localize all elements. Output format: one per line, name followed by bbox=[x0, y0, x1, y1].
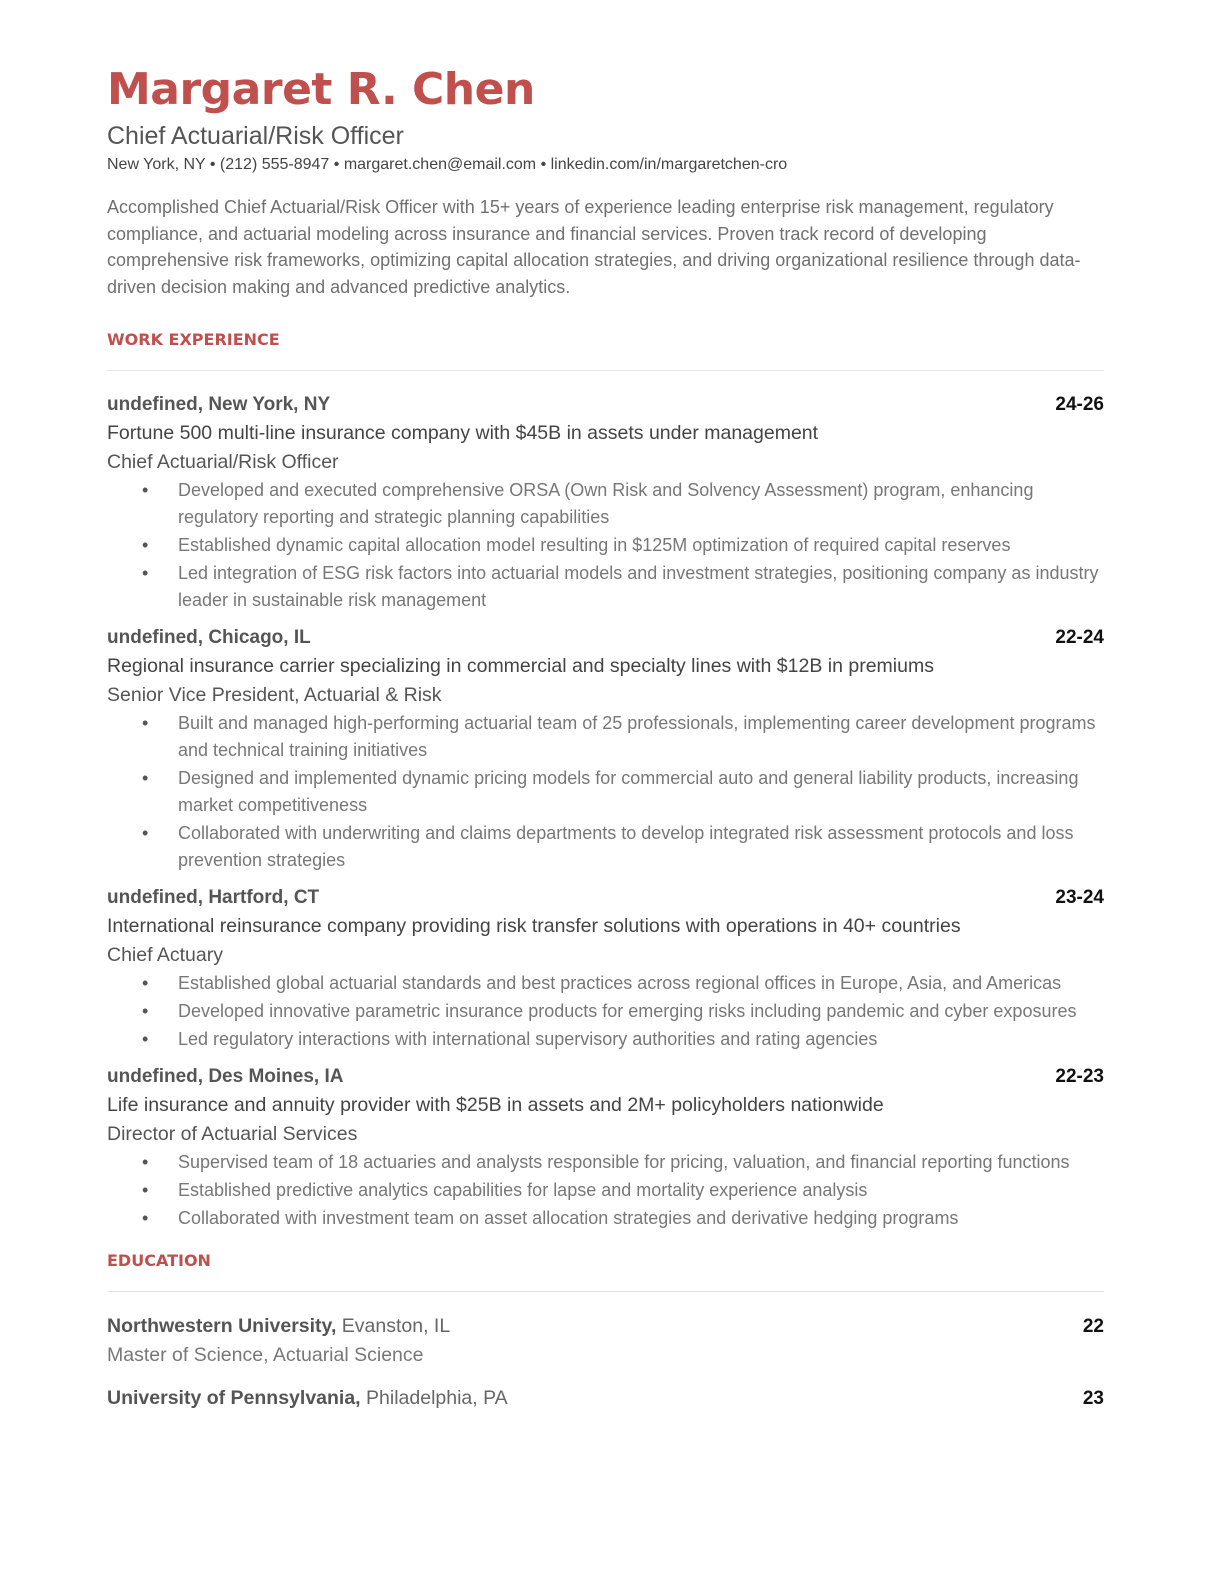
edu-year: 23 bbox=[1082, 1387, 1104, 1409]
job-role: Director of Actuarial Services bbox=[107, 1122, 358, 1145]
edu-year: 22 bbox=[1082, 1315, 1104, 1337]
job-bullet: • Collaborated with underwriting and claims departments to develop integrated risk assessment protocols and loss prevention strategies bbox=[178, 820, 1104, 874]
candidate-name: Margaret R. Chen bbox=[107, 64, 535, 115]
company-description: Life insurance and annuity provider with $25B in assets and 2M+ policyholders nationwide bbox=[107, 1093, 884, 1116]
education-list bbox=[107, 1312, 1104, 1413]
job-entry bbox=[107, 884, 1104, 1053]
resume-page bbox=[107, 62, 1104, 1413]
job-bullets bbox=[107, 710, 1104, 874]
job-role: Chief Actuary bbox=[107, 943, 223, 966]
professional-summary: Accomplished Chief Actuarial/Risk Officer with 15+ years of experience leading enterprise risk management, regulatory compliance, and actuarial modeling across insurance and financial services. Proven track record of developing comprehensive risk frameworks, optimizing capital allocation strategies, and driving organizational resilience through data-driven decision making and advanced predictive analytics. bbox=[107, 197, 1081, 298]
job-company-location: undefined, Hartford, CT bbox=[107, 886, 320, 908]
job-bullet: • Led regulatory interactions with international supervisory authorities and rating agencies bbox=[178, 1026, 1104, 1053]
job-bullet: • Designed and implemented dynamic pricing models for commercial auto and general liability products, increasing market competitiveness bbox=[178, 765, 1104, 819]
job-bullets bbox=[107, 1149, 1104, 1232]
job-bullet: • Established global actuarial standards and best practices across regional offices in Europe, Asia, and Americas bbox=[178, 970, 1104, 997]
job-role: Chief Actuarial/Risk Officer bbox=[107, 450, 339, 473]
section-heading-education: EDUCATION bbox=[107, 1250, 211, 1270]
section-divider bbox=[107, 370, 1104, 371]
job-dates: 22-23 bbox=[1055, 1065, 1104, 1087]
candidate-title: Chief Actuarial/Risk Officer bbox=[107, 122, 404, 150]
school-location: Evanston, IL bbox=[336, 1314, 451, 1337]
job-company-location: undefined, Des Moines, IA bbox=[107, 1065, 344, 1087]
job-bullet: • Built and managed high-performing actuarial team of 25 professionals, implementing career development programs and technical training initiatives bbox=[178, 710, 1104, 764]
job-bullet: • Supervised team of 18 actuaries and analysts responsible for pricing, valuation, and financial reporting functions bbox=[178, 1149, 1104, 1176]
work-experience-list bbox=[107, 391, 1104, 1232]
job-dates: 22-24 bbox=[1055, 626, 1104, 648]
job-bullet: • Led integration of ESG risk factors into actuarial models and investment strategies, positioning company as industry leader in sustainable risk management bbox=[178, 560, 1104, 614]
company-description: Regional insurance carrier specializing in commercial and specialty lines with $12B in premiums bbox=[107, 654, 934, 677]
school-name: University of Pennsylvania, bbox=[107, 1386, 361, 1409]
job-bullets bbox=[107, 477, 1104, 614]
school-location: Philadelphia, PA bbox=[360, 1386, 508, 1409]
company-description: International reinsurance company providing risk transfer solutions with operations in 40+ countries bbox=[107, 914, 961, 937]
job-company-location: undefined, Chicago, IL bbox=[107, 626, 311, 648]
job-entry bbox=[107, 624, 1104, 874]
job-entry bbox=[107, 391, 1104, 614]
edu-school-line bbox=[107, 1384, 508, 1413]
section-divider bbox=[107, 1291, 1104, 1292]
job-bullet: • Collaborated with investment team on asset allocation strategies and derivative hedging programs bbox=[178, 1205, 1104, 1232]
company-description: Fortune 500 multi-line insurance company with $45B in assets under management bbox=[107, 421, 819, 444]
job-company-location: undefined, New York, NY bbox=[107, 393, 331, 415]
job-dates: 24-26 bbox=[1055, 393, 1104, 415]
edu-school-line bbox=[107, 1312, 450, 1341]
job-bullet: • Developed and executed comprehensive ORSA (Own Risk and Solvency Assessment) program, enhancing regulatory reporting and strategic planning capabilities bbox=[178, 477, 1104, 531]
section-heading-work-experience: WORK EXPERIENCE bbox=[107, 329, 280, 349]
job-role: Senior Vice President, Actuarial & Risk bbox=[107, 683, 442, 706]
job-bullet: • Established predictive analytics capabilities for lapse and mortality experience analysis bbox=[178, 1177, 1104, 1204]
job-entry bbox=[107, 1063, 1104, 1232]
education-entry bbox=[107, 1312, 1104, 1370]
job-bullet: • Established dynamic capital allocation model resulting in $125M optimization of required capital reserves bbox=[178, 532, 1104, 559]
school-name: Northwestern University, bbox=[107, 1314, 337, 1337]
contact-info: New York, NY • (212) 555-8947 • margaret.chen@email.com • linkedin.com/in/margaretchen-cro bbox=[107, 156, 788, 173]
education-entry bbox=[107, 1384, 1104, 1413]
job-bullet: • Developed innovative parametric insurance products for emerging risks including pandemic and cyber exposures bbox=[178, 998, 1104, 1025]
job-dates: 23-24 bbox=[1055, 886, 1104, 908]
edu-degree: Master of Science, Actuarial Science bbox=[107, 1343, 424, 1366]
job-bullets bbox=[107, 970, 1104, 1053]
